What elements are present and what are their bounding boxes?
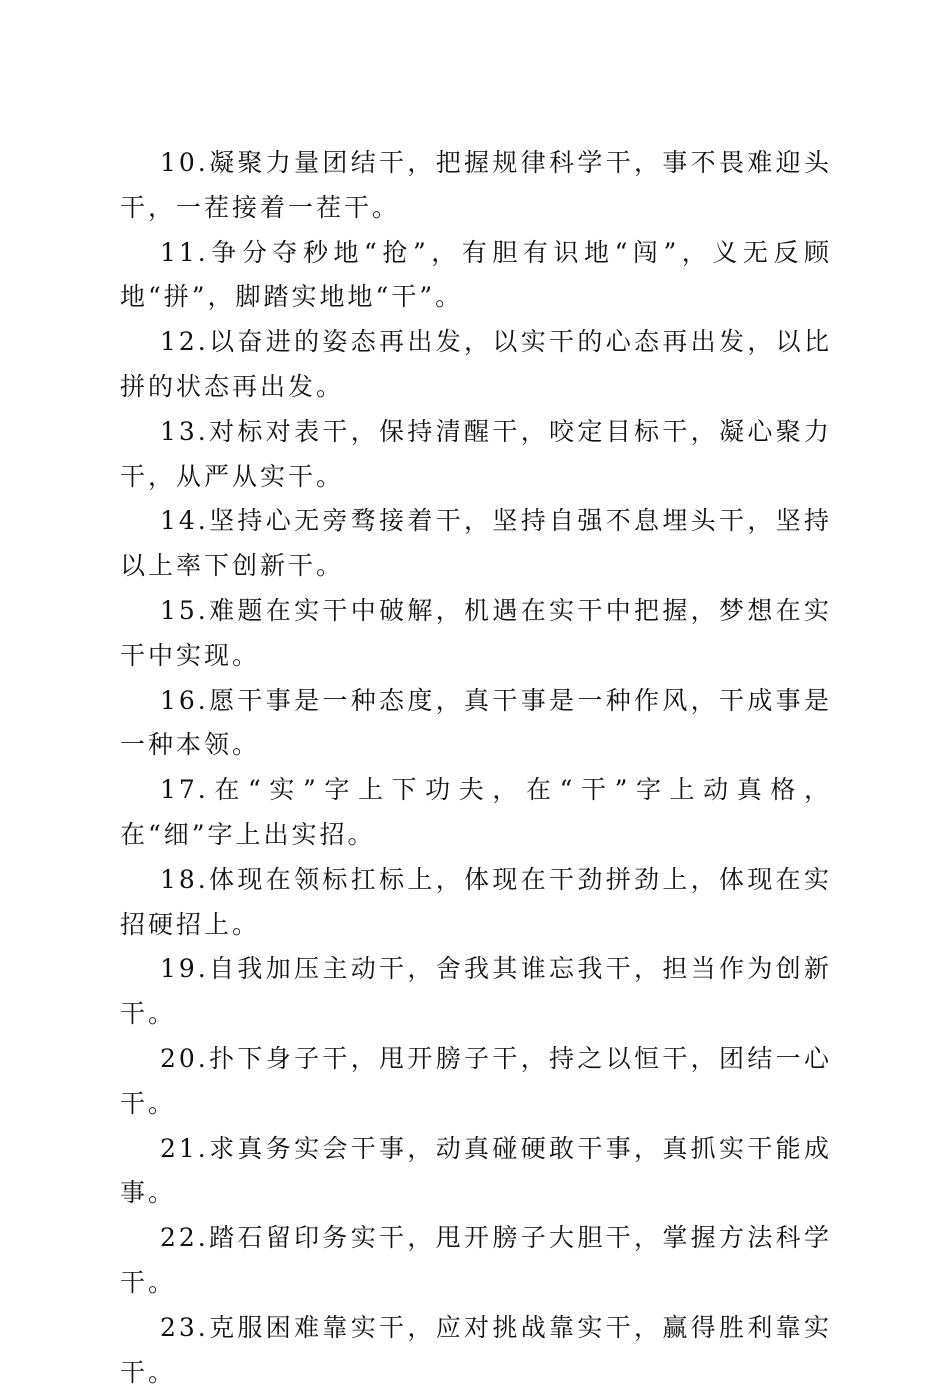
paragraph-17: 17.在“实”字上下功夫，在“干”字上动真格，在“细”字上出实招。 <box>120 775 832 849</box>
paragraph-14: 14.坚持心无旁骛接着干，坚持自强不息埋头干，坚持以上率下创新干。 <box>120 506 832 581</box>
paragraph-13: 13.对标对表干，保持清醒干，咬定目标干，凝心聚力干，从严从实干。 <box>120 416 832 491</box>
paragraph-18: 18.体现在领标扛标上，体现在干劲拼劲上，体现在实招硬招上。 <box>120 864 832 939</box>
paragraph-23: 23.克服困难靠实干，应对挑战靠实干，赢得胜利靠实干。 <box>120 1312 832 1387</box>
paragraph-16: 16.愿干事是一种态度，真干事是一种作风，干成事是一种本领。 <box>120 685 832 760</box>
paragraph-15: 15.难题在实干中破解，机遇在实干中把握，梦想在实干中实现。 <box>120 595 832 670</box>
paragraph-19: 19.自我加压主动干，舍我其谁忘我干，担当作为创新干。 <box>120 954 832 1029</box>
paragraph-10: 10.凝聚力量团结干，把握规律科学干，事不畏难迎头干，一茬接着一茬干。 <box>120 148 832 222</box>
paragraph-12: 12.以奋进的姿态再出发，以实干的心态再出发，以比拼的状态再出发。 <box>120 327 832 401</box>
paragraph-11: 11.争分夺秒地“抢”，有胆有识地“闯”，义无反顾地“拼”，脚踏实地地“干”。 <box>120 237 832 312</box>
paragraph-21: 21.求真务实会干事，动真碰硬敢干事，真抓实干能成事。 <box>120 1133 832 1208</box>
paragraph-20: 20.扑下身子干，甩开膀子干，持之以恒干，团结一心干。 <box>120 1043 832 1118</box>
document-body <box>120 141 832 1395</box>
paragraph-22: 22.踏石留印务实干，甩开膀子大胆干，掌握方法科学干。 <box>120 1223 832 1297</box>
